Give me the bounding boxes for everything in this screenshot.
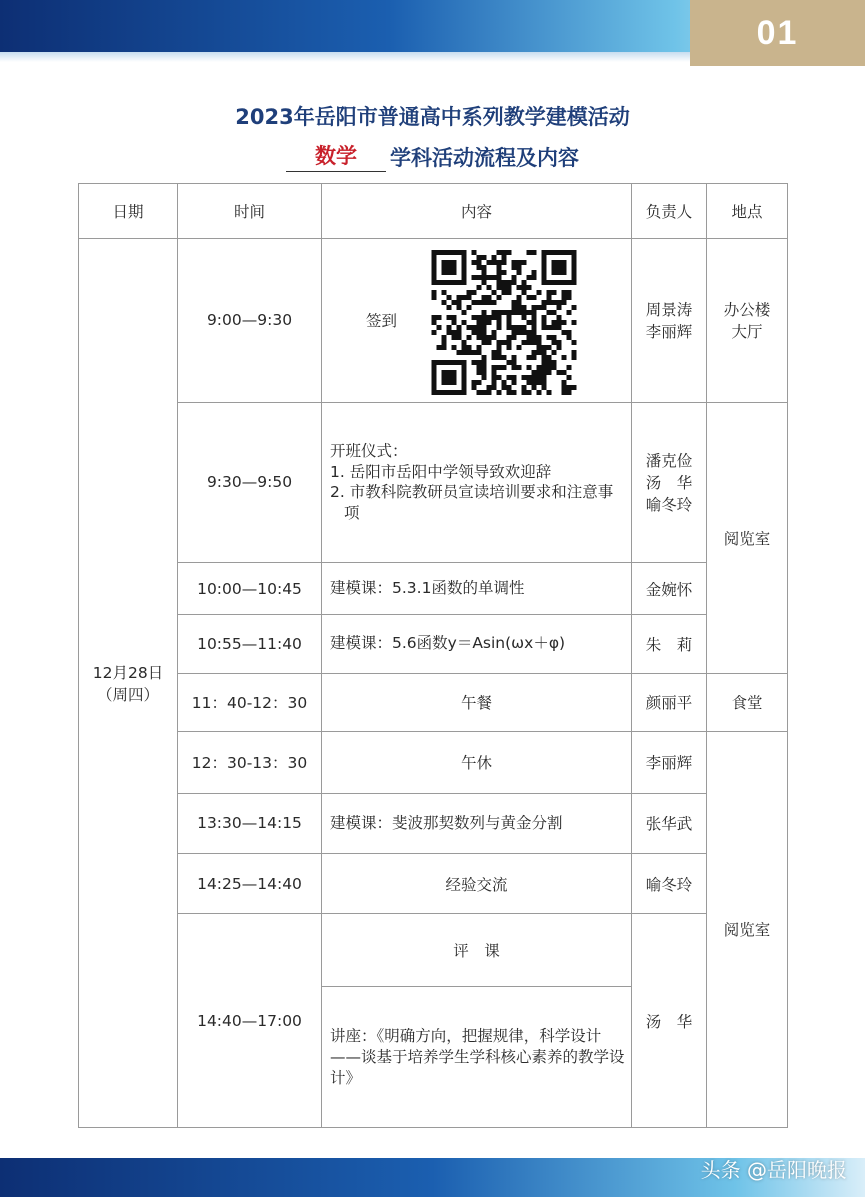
content-cell: 经验交流	[322, 854, 632, 914]
qr-code-icon	[426, 245, 582, 395]
table-row	[79, 239, 788, 403]
person-name: 喻冬玲	[645, 496, 693, 515]
time-cell: 11：40-12：30	[178, 673, 322, 731]
content-cell: 午餐	[322, 673, 632, 731]
schedule-table	[78, 183, 788, 1128]
person-cell	[632, 402, 707, 563]
header-date: 日期	[79, 184, 178, 239]
person-cell: 李丽辉	[632, 731, 707, 793]
location-name: 大厅	[731, 323, 763, 342]
header-time: 时间	[178, 184, 322, 239]
table-row	[79, 914, 788, 987]
content-cell: 建模课：5.6函数y＝Asin(ωx＋φ)	[322, 615, 632, 673]
content-cell: 建模课：斐波那契数列与黄金分割	[322, 793, 632, 853]
table-row	[79, 793, 788, 853]
table-row	[79, 563, 788, 615]
content-cell: 午休	[322, 731, 632, 793]
header-content: 内容	[322, 184, 632, 239]
person-cell: 颜丽平	[632, 673, 707, 731]
date-cell	[79, 239, 178, 1128]
table-row	[79, 854, 788, 914]
person-name: 汤 华	[645, 474, 693, 493]
content-line: 1. 岳阳市岳阳中学领导致欢迎辞	[330, 462, 552, 481]
person-name: 李丽辉	[645, 323, 693, 342]
time-cell: 12：30-13：30	[178, 731, 322, 793]
watermark: 头条 @岳阳晚报	[700, 1158, 847, 1182]
location-cell-reading-room: 阅览室	[707, 731, 788, 1127]
content-cell-signin	[322, 239, 632, 403]
content-line: 开班仪式：	[330, 441, 408, 460]
location-name: 办公楼	[723, 301, 771, 320]
time-cell: 10:00—10:45	[178, 563, 322, 615]
person-name: 周景涛	[645, 301, 693, 320]
location-cell-canteen: 食堂	[707, 673, 788, 731]
table-row	[79, 731, 788, 793]
content-cell: 评 课	[322, 914, 632, 987]
person-name: 潘克俭	[645, 452, 693, 471]
document-title: 2023年岳阳市普通高中系列教学建模活动	[235, 105, 630, 129]
page-number-badge: 01	[690, 0, 865, 66]
time-cell: 10:55—11:40	[178, 615, 322, 673]
person-cell: 汤 华	[632, 914, 707, 1128]
signin-label: 签到	[366, 312, 398, 331]
location-cell-hall	[707, 239, 788, 403]
person-cell	[632, 239, 707, 403]
subject-name: 数学	[286, 140, 386, 172]
time-cell: 13:30—14:15	[178, 793, 322, 853]
header-row	[79, 184, 788, 239]
person-cell: 金婉怀	[632, 563, 707, 615]
subtitle-rest: 学科活动流程及内容	[390, 146, 579, 170]
date-day: 12月28日	[92, 664, 164, 683]
content-line: 2. 市教科院教研员宣读培训要求和注意事项	[330, 483, 614, 523]
header-location: 地点	[707, 184, 788, 239]
time-cell: 9:30—9:50	[178, 402, 322, 563]
document-subtitle	[0, 140, 865, 172]
person-cell: 朱 莉	[632, 615, 707, 673]
header-person: 负责人	[632, 184, 707, 239]
table-row	[79, 402, 788, 563]
location-cell-reading-room: 阅览室	[707, 402, 788, 673]
table-row	[79, 615, 788, 673]
time-cell: 14:25—14:40	[178, 854, 322, 914]
content-cell: 建模课：5.3.1函数的单调性	[322, 563, 632, 615]
date-weekday: （周四）	[96, 686, 159, 705]
content-cell-opening	[322, 402, 632, 563]
person-cell: 张华武	[632, 793, 707, 853]
time-cell: 14:40—17:00	[178, 914, 322, 1128]
table-row	[79, 673, 788, 731]
content-cell-lecture: 讲座：《明确方向，把握规律，科学设计——谈基于培养学生学科核心素养的教学设计》	[322, 987, 632, 1128]
time-cell: 9:00—9:30	[178, 239, 322, 403]
person-cell: 喻冬玲	[632, 854, 707, 914]
